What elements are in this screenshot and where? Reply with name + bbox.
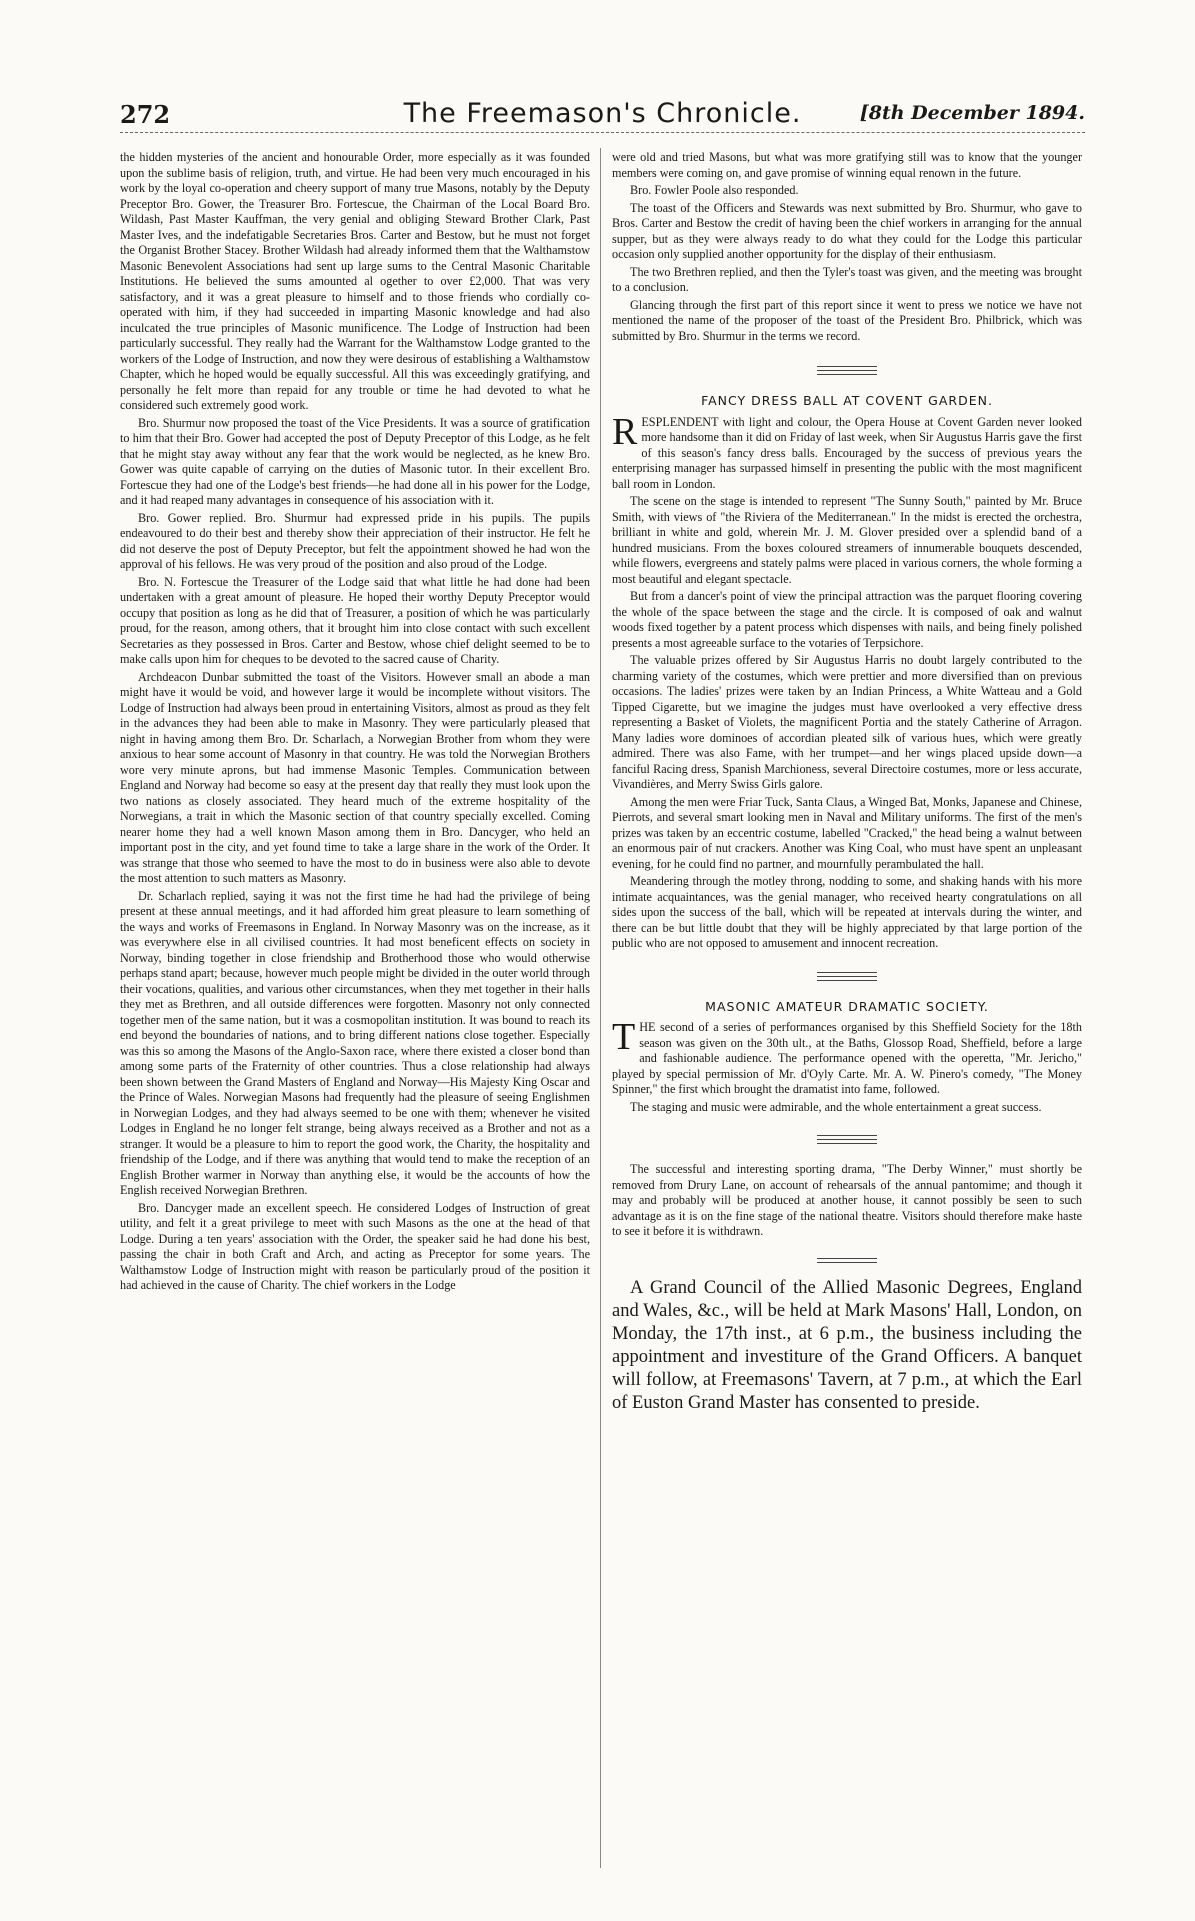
header-rule	[120, 132, 1085, 133]
section-ornament	[817, 972, 877, 981]
section-heading-ball: FANCY DRESS BALL AT COVENT GARDEN.	[701, 393, 993, 408]
right-column	[612, 150, 1082, 1417]
article-paragraph: the hidden mysteries of the ancient and honourable Order, more especially as it was founded upon the sublime basis of religion, truth, and virtue. He had been very much encouraged in his work by the loyal co-operation and cheery support of many true Masons, notably by the Deputy Preceptor Bro. Gower, the Treasurer Bro. Fortescue, the Chairman of the Local Board Bro. Wildash, Past Master Kauffman, the very genial and obliging Steward Brother Clark, Past Master Ives, and the indefatigable Secretaries Bros. Carter and Bestow, but he must not forget the Organist Brother Stacey. Brother Wildash had already informed them that the Walthamstow Masonic Benevolent Associations had sent up large sums to the Central Masonic Charitable Institutions. He believed the sums amounted al ogether to over £2,000. That was very satisfactory, and it was a great pleasure to himself and to those friends who cordially co-operated with him, if they had succeeded in imparting Masonic knowledge and had also inculcated the true principles of Masonic munificence. The Lodge of Instruction had been particularly successful. They really had the Warrant for the Walthamstow Lodge granted to the workers of the Lodge of Instruction, and now they were desirous of establishing a Walthamstow Chapter, which he hoped would be equally successful. All this was exceedingly gratifying, and personally he felt more than repaid for any trouble or time he had devoted to what he considered such extremely good work.	[120, 150, 590, 412]
article-paragraph: Among the men were Friar Tuck, Santa Claus, a Winged Bat, Monks, Japanese and Chinese, Pierrots, and several smart looking men in Naval and Military uniforms. The first of the men's prizes was taken by an eccentric costume, labelled "Cracked," the head being a walnut between an enormous pair of nut crackers. Another was King Coal, who must have spent an unpleasant evening, for he could find no partner, and mournfully perambulated the hall.	[612, 794, 1082, 871]
notice-grand-council: A Grand Council of the Allied Masonic Degrees, England and Wales, &c., will be held at Mark Masons' Hall, London, on Monday, the 17th inst., at 6 p.m., the business including the appointment and investiture of the Grand Officers. A banquet will follow, at Freemasons' Tavern, at 7 p.m., at which the Earl of Euston Grand Master has consented to preside.	[612, 1277, 1082, 1413]
left-column	[120, 150, 590, 1296]
article-paragraph	[612, 410, 1082, 493]
drop-cap: T	[612, 1016, 636, 1058]
section-ornament	[817, 1135, 877, 1144]
article-paragraph: The valuable prizes offered by Sir Augustus Harris no doubt largely contributed to the charming variety of the costumes, which were prettier and more diversified than on previous occasions. The ladies' prizes were taken by an Indian Princess, a White Watteau and a Gold Tipped Cigarette, but we imagine the judges must have overlooked a very effective dress representing a Basket of Violets, the magnificent Portia and the stately Catherine of Arragon. Many ladies wore dominoes of accordian pleated silk of various hues, which were greatly admired. There was also Fame, with her trumpet—and her wings placed upside down—a fanciful Racing dress, Spanish Marchioness, several Directoire costumes, more or less accurate, Vivandières, and Merry Swiss Girls galore.	[612, 653, 1082, 791]
section-heading-dramatic: MASONIC AMATEUR DRAMATIC SOCIETY.	[705, 998, 989, 1014]
article-paragraph: Dr. Scharlach replied, saying it was not the first time he had had the privilege of being present at these annual meetings, and it had afforded him great pleasure to learn something of the ways and works of Freemasons in England. In Norway Masonry was on the increase, as it was everywhere else in all civilised countries. It had most beneficent effects on society in Norway, binding together in close friendship and Brotherhood those who would otherwise perhaps stand apart; because, however much people might be divided in the outer world through their vocations, qualities, and various other circumstances, when they met together in their halls they met as Brethren, and all outside differences were forgotten. Masonry not only connected together men of the same nation, but it was a cosmopolitan institution. It was bound to reach its end beyond the boundaries of nations, and to bring different nations close together. Especially was this so among the Masons of the Anglo-Saxon race, where there existed a closer bond than among some parts of the Fraternity of other countries. Thus a close relationship had always been shown between the Grand Masters of England and Norway—His Majesty King Oscar and the Prince of Wales. Norwegian Masons had frequently had the pleasure of seeing Englishmen in Norwegian Lodges, and they had always seemed to be one with them; whenever he visited Lodges in England he no longer felt strange, being always received as a Brother and not as a stranger. It would be a pleasure to him to report the good work, the Charity, the hospitality and friendship of the Lodge, and if there was anything that would tend to make the reception of an English Brother warmer in Norway than anything else, it would be the accounts of how the English received Norwegian Brethren.	[120, 888, 590, 1197]
section-ornament	[817, 1258, 877, 1263]
article-paragraph: The two Brethren replied, and then the Tyler's toast was given, and the meeting was brought to a conclusion.	[612, 264, 1082, 294]
lead-in-words: ESPLENDENT	[641, 414, 719, 429]
section-ornament	[817, 366, 877, 375]
article-paragraph: Bro. Dancyger made an excellent speech. He considered Lodges of Instruction of great utility, and felt it a great privilege to meet with such Masons as the one at the head of that Lodge. During a ten years' association with the Order, the speaker said he had done his best, passing the chair in both Craft and Arch, and acting as Preceptor for some years. The Walthamstow Lodge of Instruction might with reason be particularly proud of the position it had achieved in the cause of Charity. The chief workers in the Lodge	[120, 1200, 590, 1292]
lead-in-rest: second of a series of performances organised by this Sheffield Society for the 18th season was given on the 30th ult., at the Baths, Glossop Road, Sheffield, before a large and fashionable audience. The performance opened with the operetta, "Mr. Jericho," played by special permission of Mr. d'Oyly Carte. Mr. A. W. Pinero's comedy, "The Money Spinner," the first which brought the dramatist into fame, followed.	[612, 1020, 1082, 1096]
lead-in-rest: with light and colour, the Opera House at Covent Garden never looked more handsome than it did on Friday of last week, when Sir Augustus Harris gave the first of this season's fancy dress balls. Encouraged by the success of previous years the enterprising manager has surpassed himself in presenting the public with the most magnificent ball room in London.	[612, 414, 1082, 491]
lead-in-words: HE	[639, 1020, 656, 1034]
article-paragraph: were old and tried Masons, but what was more gratifying still was to know that the younger members were coming on, and gave promise of winning equal renown in the future.	[612, 150, 1082, 180]
article-paragraph: The successful and interesting sporting drama, "The Derby Winner," must shortly be removed from Drury Lane, on account of rehearsals of the annual pantomime; and though it may and probably will be produced at another house, it cannot possibly be seen to such advantage as it is on the fine stage of the national theatre. Visitors should therefore make haste to see it before it is withdrawn.	[612, 1162, 1082, 1238]
article-paragraph: Archdeacon Dunbar submitted the toast of the Visitors. However small an abode a man might have it would be void, and however large it would be incomplete without visitors. The Lodge of Instruction had always been proud in entertaining Visitors, almost as proud as they felt in the advances they had been able to make in Masonry. They were particularly pleased that night in having among them Bro. Dr. Scharlach, a Norwegian Brother from whom they were anxious to hear some account of Masonry in that country. He was told the Norwegian Brothers wore very minute aprons, but had immense Masonic Temples. Communication between England and Norway had become so easy at the present day that really they must look upon the two nations as closely associated. They heard much of the extreme hospitality of the Norwegians, a trait in which the Masonic section of that country specially excelled. Coming nearer home they had a well known Mason among them in Bro. Dancyger, who held an important post in the city, and yet found time to take a large share in the work of the Order. It was strange that those who seemed to have the most to do in business were also able to devote the most attention to such matters as Masonry.	[120, 669, 590, 885]
article-paragraph: The staging and music were admirable, and the whole entertainment a great success.	[630, 1099, 1042, 1114]
column-divider	[600, 148, 601, 1868]
article-paragraph: Bro. Fowler Poole also responded.	[630, 183, 799, 197]
drop-cap: R	[612, 410, 638, 453]
page-number: 272	[120, 100, 171, 129]
page-header	[120, 100, 1085, 130]
article-paragraph: Bro. N. Fortescue the Treasurer of the Lodge said that what little he had done had been undertaken with a great amount of pleasure. He hoped their worthy Deputy Preceptor would occupy that position as long as he did that of Treasurer, a position of which he was particularly proud, for the reason, among others, that it brought him into close contact with such excellent Secretaries as they possessed in Bros. Carter and Bestow, whose chief delight seemed to be to make calls upon him for cheques to be devoted to the sacred cause of Charity.	[120, 574, 590, 666]
article-paragraph: Meandering through the motley throng, nodding to some, and shaking hands with his more intimate acquaintances, was the genial manager, who received hearty congratulations on all sides upon the success of the ball, which will be repeated at intervals during the winter, and there can be but little doubt that they will be highly appreciated by that large portion of the public who are not opposed to amusement and innocent recreation.	[612, 874, 1082, 950]
article-paragraph: The toast of the Officers and Stewards was next submitted by Bro. Shurmur, who gave to Bros. Carter and Bestow the credit of having been the chief workers in arranging for the annual supper, but as they were always ready to do what they could for the Lodge this particular occasion only supplied another opportunity for the display of their enthusiasm.	[612, 200, 1082, 261]
article-paragraph: The scene on the stage is intended to represent "The Sunny South," painted by Mr. Bruce Smith, with views of "the Riviera of the Mediterranean." In the midst is erected the orchestra, brilliant in white and gold, wherein Mr. J. M. Glover presided over a splendid band of a hundred musicians. From the boxes coloured streamers of innumerable bouquets descended, while flowers, evergreens and stately palms were placed in various corners, the whole forming a most beautiful and elegant spectacle.	[612, 494, 1082, 586]
issue-date: [8th December 1894.	[859, 102, 1085, 124]
article-paragraph: But from a dancer's point of view the principal attraction was the parquet flooring covering the whole of the space between the stage and the circle. It is composed of oak and walnut woods fixed together by a patent process which dispenses with nails, and being finely polished presents a most agreeable surface to the votaries of Terpsichore.	[612, 589, 1082, 650]
masthead-title: The Freemason's Chronicle.	[403, 98, 802, 129]
article-paragraph: Bro. Shurmur now proposed the toast of the Vice Presidents. It was a source of gratification to him that their Bro. Gower had accepted the post of Deputy Preceptor of this Lodge, as he felt that he might stay away without any fear that the work would be neglected, as he knew Bro. Gower was quite capable of carrying on the duties of Masonic tutor. In their excellent Bro. Fortescue they had one of the Lodge's best friends—he had done all in his power for the Lodge, and it had reaped many advantages in consequence of his association with it.	[120, 415, 590, 507]
article-paragraph	[612, 1016, 1082, 1098]
article-paragraph: Glancing through the first part of this report since it went to press we notice we have not mentioned the name of the proposer of the toast of the President Bro. Philbrick, which was submitted by Bro. Shurmur in the terms we record.	[612, 297, 1082, 343]
article-paragraph: Bro. Gower replied. Bro. Shurmur had expressed pride in his pupils. The pupils endeavoured to do their best and thereby show their appreciation of their instructor. He felt he did not deserve the post of Deputy Preceptor, but felt the appointment showed he had won the approval of his fellows. He was very proud of the position and also proud of the Lodge.	[120, 510, 590, 571]
